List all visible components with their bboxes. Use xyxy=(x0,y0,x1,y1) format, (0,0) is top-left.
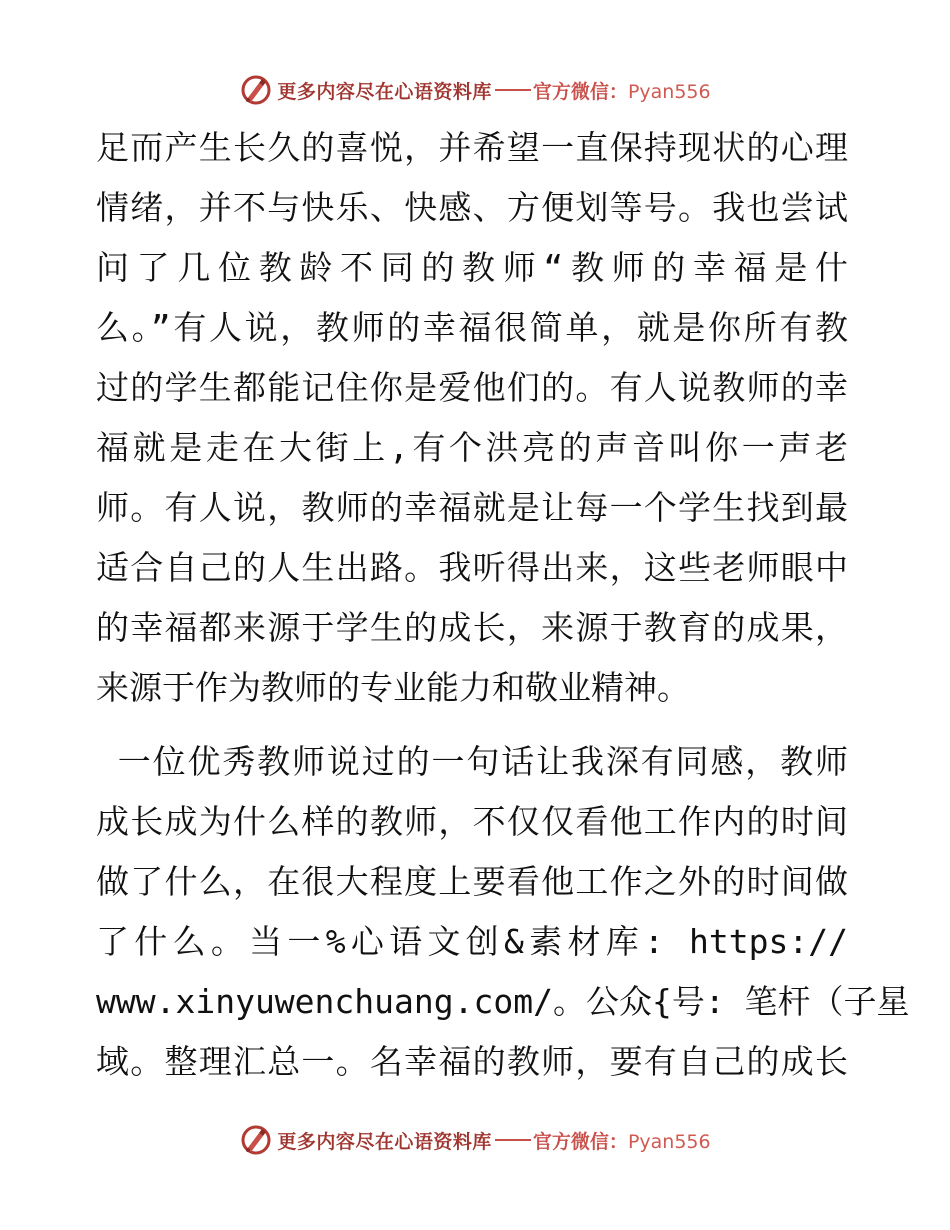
document-body xyxy=(96,118,910,1092)
text-line: 了什么。当一%心语文创&素材库: https:// xyxy=(96,922,848,961)
text-line: 福就是走在大街上,有个洪亮的声音叫你一声老 xyxy=(96,428,848,467)
banner-divider xyxy=(495,1139,531,1141)
banner-title: 更多内容尽在心语资料库 xyxy=(277,1130,492,1153)
paragraph-1 xyxy=(96,118,848,718)
text-line: 么。”有人说，教师的幸福很简单，就是你所有教 xyxy=(96,308,848,347)
text-line: 来源于作为教师的专业能力和敬业精神。 xyxy=(96,668,690,707)
text-line: 问了几位教龄不同的教师“教师的幸福是什 xyxy=(96,248,848,287)
text-line: 情绪，并不与快乐、快感、方便划等号。我也尝试 xyxy=(96,188,848,227)
banner-wechat xyxy=(533,77,711,104)
paragraph-2 xyxy=(96,732,910,1092)
wechat-label: 官方微信： xyxy=(532,1130,628,1153)
banner-title: 更多内容尽在心语资料库 xyxy=(277,80,492,103)
banner-wechat xyxy=(533,1127,711,1154)
wechat-label: 官方微信： xyxy=(532,80,628,103)
footer-watermark-banner xyxy=(0,1120,950,1160)
wechat-id: Pyan556 xyxy=(627,80,711,103)
text-line: 成长成为什么样的教师，不仅仅看他工作内的时间 xyxy=(96,802,848,841)
text-line: 做了什么，在很大程度上要看他工作之外的时间做 xyxy=(96,862,848,901)
wechat-id: Pyan556 xyxy=(627,1130,711,1153)
red-pen-logo-icon xyxy=(239,73,273,107)
text-line: www.xinyuwenchuang.com/。公众{号: 笔杆（子星 xyxy=(96,982,910,1021)
header-watermark-banner xyxy=(0,70,950,110)
text-line: 一位优秀教师说过的一句话让我深有同感，教师 xyxy=(96,742,848,781)
text-line: 过的学生都能记住你是爱他们的。有人说教师的幸 xyxy=(96,368,848,407)
text-line: 足而产生长久的喜悦，并希望一直保持现状的心理 xyxy=(96,128,848,167)
banner-divider xyxy=(495,89,531,91)
paragraph-spacer xyxy=(96,718,848,732)
text-line: 的幸福都来源于学生的成长，来源于教育的成果， xyxy=(96,608,848,647)
text-line: 师。有人说，教师的幸福就是让每一个学生找到最 xyxy=(96,488,848,527)
text-line: 域。整理汇总一。名幸福的教师，要有自己的成长 xyxy=(96,1042,848,1081)
red-pen-logo-icon xyxy=(239,1123,273,1157)
text-line: 适合自己的人生出路。我听得出来，这些老师眼中 xyxy=(96,548,848,587)
